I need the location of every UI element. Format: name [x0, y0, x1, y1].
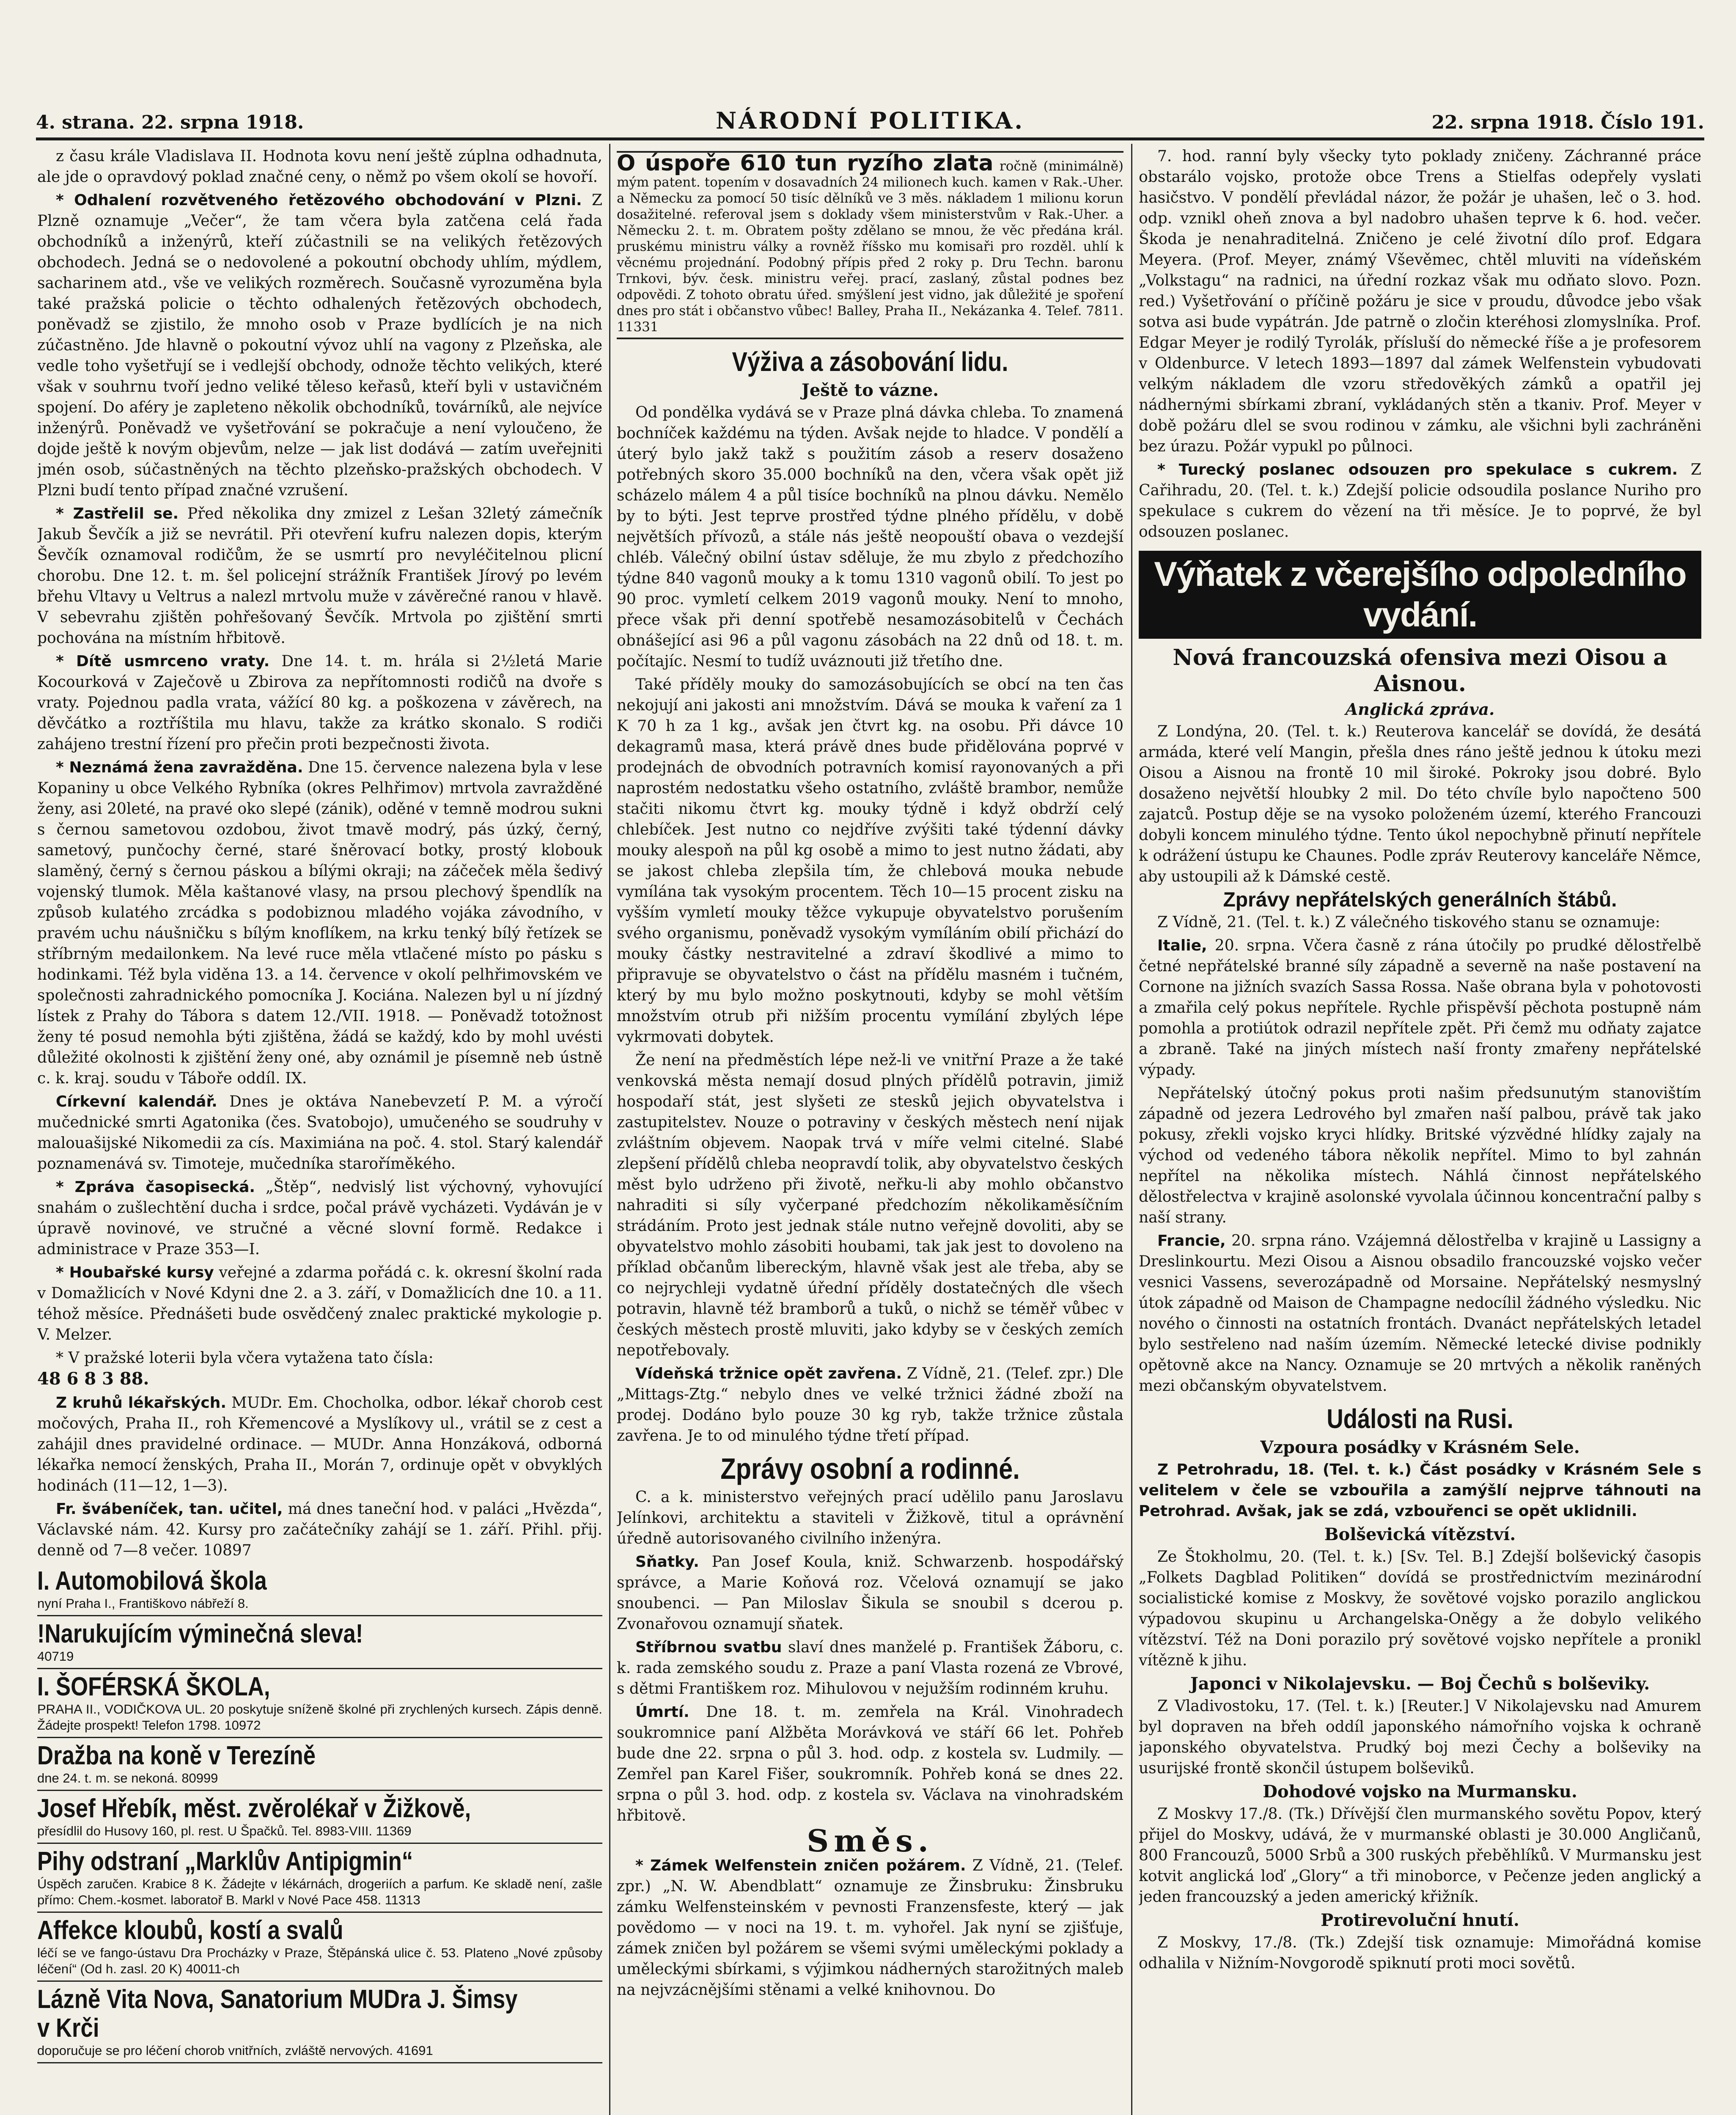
article-heading: Francie,	[1157, 1232, 1226, 1250]
nutrition-article	[617, 402, 1123, 1361]
ad-text: PRAHA II., VODIČKOVA UL. 20 poskytuje sníženě školné při zrychlených kursech. Zápis denně. Žádejte prospekt! Telefon 1798. 10972	[37, 1702, 602, 1733]
general-staff-lead: Z Vídně, 21. (Tel. t. k.) Z válečného tiskového stanu se oznamuje:	[1157, 914, 1660, 931]
article-paragraph	[37, 757, 602, 1089]
ad-text: léčí se ve fango-ústavu Dra Procházky v Praze, Štěpánská ulice č. 53. Plateno „Nové způsoby léčení“ (Od h. zasl. 20 K) 40011-ch	[37, 1945, 602, 1976]
article-paragraph	[37, 1091, 602, 1174]
ad-title: !Narukujícím výminečná sleva!	[37, 1619, 363, 1648]
section-title-personal: Zprávy osobní a rodinné.	[720, 1452, 1020, 1485]
classified-ad	[37, 1669, 602, 1738]
gold-saving-notice: O úspoře 610 tun ryzího zlata ročně (minimálně) mým patent. topením v dosavadních 24 milionech kuch. kamen v Rak.-Uher. a Německu za pomocí 50 tisíc dělníků ve 3 měs. nákladem 1 milionu korun dosažitelné. referoval jsem s doklady všem ministerstvům v Rak.-Uher. a Německu 2. t. m. Obratem pošty zdělano se mnou, že věc předána král. pruskému ministru války a rovněž říšsko mu komisaři pro rozděl. uhlí k věcnému projednání. Podobný přípis před 2 roky p. Dru Techn. baronu Trnkovi, býv. česk. ministru veřej. prací, zaslaný, zůstal podnes bez odpovědi. Z tohoto obratu úřed. smýšlení jest vidno, jak důležité je spoření dnes pro stát i občanstvo vůbec! Balley, Praha II., Nekázanka 4. Telef. 7811. 11331	[617, 151, 1123, 339]
article-paragraph	[37, 190, 602, 501]
classified-ad	[37, 1616, 602, 1669]
article-heading: Z kruhů lékařských.	[56, 1394, 227, 1412]
column-2	[617, 146, 1123, 2115]
russia-text-2: Ze Štokholmu, 20. (Tel. t. k.) [Sv. Tel. B.] Zdejší bolševický časopis „Folkets Dagblad Politiken“ dovídá se prostřednictvím mezinárodní socialistické komise z Moskvy, že sovětové vojsko porazilo anglickou výpadovou skupinu u Archangelska-Oněgy a že dobylo velikého vítězství. Též na Doni porazilo prý sovětové vojsko nepřítele a pronikl vítězně k jihu.	[1139, 1548, 1701, 1669]
russia-sub-2: Bolševická vítězství.	[1324, 1524, 1516, 1544]
ad-text: dne 24. t. m. se nekoná. 80999	[37, 1771, 218, 1785]
article-paragraph	[37, 146, 602, 187]
article-text: veřejné a zdarma pořádá c. k. okresní školní rada v Domažlicích v Nové Kdyni dne 2. a 3. září, v Domažlicích dne 10. a 11. téhož měsíce. Přednášeti bude osvědčený znalec praktické mykologie p. V. Melzer.	[37, 1264, 602, 1343]
article-paragraph	[37, 1177, 602, 1260]
article-text: Dne 15. července nalezena byla v lese Kopaniny u obce Velkého Rybníka (okres Pelhřimov) mrtvola zavražděné ženy, asi 20leté, na pravé oko slepé (zánik), oděné v temně modrou sukni s černou sametovou ozdobou, život tmavě modrý, pás úzký, černý, sametový, punčochy černé, staré šněrovací botky, prostý klobouk slaměný, černý s černou páskou a bílými okraji; na záčeček měla šedivý vojenský tlumok. Měla kaštanové vlasy, na prsou plechový špendlík na způsob kulatého zrcádka s podobiznou mladého vojáka závodního, v pravém uchu náušničku s bílým knoflíkem, na krku tenký bílý řetízek se stříbrným medailonkem. Na levé ruce měla vtlačené místo po pásku s hodinkami. Též byla viděna 13. a 14. července v okolí pelhřimovském ve společnosti zahradnického pomocníka J. Kociána. Nalezen byl u ní jízdný lístek z Prahy do Tábora s datem 12./VII. 1918. — Poněvadž totožnost ženy té posud nemohla býti zjištěna, žádá se každý, kdo by mohl uvésti důležité okolnosti k zjištění ženy oné, aby oznámil je písemně neb ústně c. k. kraj. soudu v Táboře oddíl. IX.	[37, 759, 602, 1087]
personal-news	[617, 1487, 1123, 1826]
article-paragraph: Od pondělka vydává se v Praze plná dávka chleba. To znamená bochníček každému na týden. Avšak nejde to hladce. V pondělí a úterý bylo jakž takž s použitím zásob a reserv dosaženo potřebných skoro 35.000 bochníků na den, včera však opět již scházelo málem 4 a půl tisíce bochníků na plnou dávku. Nemělo by to býti. Jest teprve prostřed týdne plného přídělu, v době největších přívozů, a stále nás ještě neopouští obava o vezdejší chléb. Válečný obilní ústav sděluje, že mu zbylo z předchozího týdne 840 vagonů mouky a k tomu 1310 vagonů obilí. To jest po 90 proc. vymletí celkem 2019 vagonů mouky. Není to mnoho, přece však při denní spotřebě nesamozásobitelů v Čechách obnášející asi 96 a půl vagonu zásobách na 22 dnů od 18. t. m. počítajíc. Nesmí to tudíž uváznouti již třetího dne.	[617, 404, 1123, 670]
column-1-articles	[37, 146, 602, 1345]
classified-ad	[37, 1913, 602, 1982]
article-heading: Italie,	[1157, 937, 1207, 954]
classified-ad	[37, 1982, 602, 2063]
article-text: z času krále Vladislava II. Hodnota kovu není ještě zúplna odhadnuta, ale jde o opravdový poklad značné ceny, o němž po všem okolí se hovoří.	[37, 148, 602, 186]
lottery-paragraph: * V pražské loterii byla včera vytažena tato čísla: 48 6 8 3 88.	[37, 1349, 434, 1389]
article-text: 20. srpna. Včera časně z rána útočily po prudké dělostřelbě četné nepřátelské branné síly západně a severně na naše postavení na Cornone na jižních svazích Sassa Rossa. Naše obrana byla v pohotovosti a zmařila celý pokus nepřítele. Rychle přispěvší pěchota postupně nám pomohla a protiútok odrazil nepřítele zpět. Při čemž mu odňaty zajatce a zbraně. Také na jiných místech naší fronty zmařeny nepřátelské výpady.	[1139, 937, 1701, 1079]
article-text: Pan Josef Koula, kniž. Schwarzenb. hospodářský správce, a Marie Koňová roz. Včelová oznamují se jako snoubenci. — Pan Miloslav Šikula se snoubil s dcerou p. Zvonařovou oznamují sňatek.	[617, 1553, 1123, 1633]
article-paragraph: Že není na předměstích lépe než-li ve vnitřní Praze a že také venkovská města nemají dosud plných přídělů potravin, jimiž hospodaří stát, jest slyšeti ze stesků jejich obyvatelstva i zastupitelstev. Nouze o potraviny v českých městech není nijak zvláštním objevem. Naopak trvá v míře velmi citelné. Slabé zlepšení přídělů chleba neopravdí tolik, aby obyvatelstvo českých měst bylo udrženo při životě, neřku-li aby mohlo občanstvo nahraditi si síly vyčerpané předchozím několikaměsíčním strádáním. Proto jest jednak stále nutno veřejně dovoliti, aby se obyvatelstvo mohlo zásobiti houbami, tak jak jest to dovoleno na příklad občanům libereckým, hlavně však jest ale třeba, aby se co nejrychleji vydatně úřední příděly dostatečných dle všech potravin, hlavně též bramborů a tuků, o nichž se téměř vůbec v českých městech prostě mluviti, jako kdyby se v českých zemích nepotřebovaly.	[617, 1052, 1123, 1359]
lottery-numbers: 48 6 8 3 88.	[37, 1369, 149, 1389]
article-heading: * Neznámá žena zavražděna.	[56, 759, 303, 776]
column-rule	[1131, 144, 1132, 2115]
classified-ad	[37, 1791, 602, 1844]
russia-section-title: Události na Rusi.	[1327, 1404, 1514, 1434]
article-text: slaví dnes manželé p. František Žáboru, c. k. rada zemského soudu z. Praze a paní Vlasta rozená ze Vbrové, s dětmi Františkem roz. Mihulovou v nejužším rodinném kruhu.	[617, 1639, 1123, 1697]
article-paragraph	[1139, 1231, 1701, 1396]
article-text: 20. srpna ráno. Vzájemná dělostřelba v krajině u Lassigny a Dreslinkourtu. Mezi Oisou a Aisnou obsadilo francouzské vojsko večer vesnici Vassens, severozápadně od Morsaine. Nepřátelský nesmyslný útok západně od Maison de Champagne nedocílil žádného výsledku. Nic nového o činnosti na ostatních frontách. Dvanáct nepřátelských letadel bylo sestřeleno nad naším územím. Německé letecké divise podnikly opětovně akce na Nancy. Oznamuje se 20 mrtvých a několik raněných mezi občanským obyvatelstvem.	[1139, 1232, 1701, 1395]
french-offensive-title: Nová francouzská ofensiva mezi Oisou a Aisnou.	[1173, 645, 1667, 697]
general-staff-title: Zprávy nepřátelských generálních štábů.	[1223, 889, 1617, 911]
classified-ad	[37, 1844, 602, 1913]
russia-sub-5: Protirevoluční hnutí.	[1321, 1910, 1519, 1930]
article-heading: Úmrtí.	[635, 1703, 689, 1721]
article-text: Dne 18. t. m. zemřela na Král. Vinohradech soukromnice paní Alžběta Morávková ve stáří 66 let. Pohřeb bude dne 22. srpna o půl 3. hod. odp. z kostela sv. Ludmily. — Zemřel pan Karel Fišer, soukromník. Pohřeb koná se dnes 22. srpna o půl 3. hod. odp. z kostela sv. Václava na vinohradském hřbitově.	[617, 1703, 1123, 1824]
column-3-articles	[1139, 146, 1701, 542]
afternoon-edition-banner: Výňatek z včerejšího odpoledního vydání.	[1139, 551, 1701, 639]
ad-title: Dražba na koně v Terezíně	[37, 1741, 316, 1770]
article-paragraph: Také příděly mouky do samozásobujících se obcí na ten čas nekojují ani jakosti ani množstvím. Dává se mouka k vaření za 1 K 70 h za 1 kg., avšak jen čtvrt kg. na osobu. Při dávce 10 dekagramů masa, která právě dnes bude přidělována poprvé v prodejnách de obvodních potravních komisí rayonovaných a při naprostém nedostatku všeho ostatního, zvláště brambor, nemůže stačiti nikomu čtvrt kg. mouky týdně i když obdrží celý chlebíček. Jest nutno co nejdříve zvýšiti také týdenní dávky mouky alespoň na půl kg osobě a mimo to jest nutno žádati, aby se jakost chleba zlepšila tím, že chlebová mouka nebude vymílána tak vysokým procentem. Těch 10—15 procent zisku na vyšším vymletí mouky těžce vykupuje obyvatelstvo porušením svého organismu, poněvadž vysokým vymíláním obilí přichází do mouky částky nestravitelné a zdraví škodlivé a mimo to připravuje se obyvatelstvo o část na přídělu masném i tučném, který by mu bylo možno poskytnouti, kdyby se mohl větším množstvím otrub při nižším procentu vymílání zbylých lépe vykrmovati dobytek.	[617, 676, 1123, 1046]
russia-sub-4: Dohodové vojsko na Murmansku.	[1263, 1782, 1577, 1802]
article-text: Dne 14. t. m. hrála si 2½letá Marie Kocourková v Zaječově u Zbirova za nepřítomnosti rodičů na dvoře s vraty. Pojednou padla vrata, vážící 80 kg. a poškozena v závěrech, na děvčátko a roztříštila mu hlavu, takže za krátko skonalo. S rodiči zahájeno trestní řízení pro přečin proti bezpečnosti života.	[37, 653, 602, 753]
ad-title: I. ŠOFÉRSKÁ ŠKOLA,	[37, 1672, 270, 1701]
ad-title: Affekce kloubů, kostí a svalů	[37, 1916, 343, 1945]
classified-ad	[37, 1563, 602, 1616]
ad-text: doporučuje se pro léčení chorob vnitřních, zvláště nervových. 41691	[37, 2043, 433, 2058]
article-heading: * Houbařské kursy	[56, 1264, 214, 1281]
article-heading: Sňatky.	[635, 1553, 699, 1571]
masthead: NÁRODNÍ POLITIKA.	[715, 107, 1025, 134]
article-paragraph	[1139, 146, 1701, 457]
advertisements	[37, 1563, 602, 2063]
article-text: Z Cařihradu, 20. (Tel. t. k.) Zdejší policie odsoudila poslance Nuriho pro spekulace s cukrem do vězení na tři měsíce. Je to poprvé, že byl odsouzen poslanec.	[1139, 461, 1701, 541]
column-3	[1139, 146, 1701, 2115]
russia-sub-1: Vzpoura posádky v Krásném Sele.	[1260, 1437, 1580, 1457]
ad-text: přesídlil do Husovy 160, pl. rest. U Špačků. Tel. 8983-VIII. 11369	[37, 1824, 412, 1838]
article-text: C. a k. ministerstvo veřejných prací udělilo panu Jaroslavu Jelínkovi, architektu a staviteli v Žižkově, titul a oprávnění úředně autorisovaného civilního inženýra.	[617, 1489, 1123, 1547]
article-heading: * Turecký poslanec odsouzen pro spekulace s cukrem.	[1157, 461, 1678, 478]
column-rule	[609, 144, 610, 2115]
article-paragraph	[37, 1262, 602, 1345]
english-report-label: Anglická zpráva.	[1345, 700, 1495, 719]
russia-text-1: Z Petrohradu, 18. (Tel. t. k.) Část posádky v Krásném Sele s velitelem v čele se vzbouřila a zamýšlí nejprve táhnouti na Petrohrad. Avšak, jak se zdá, vzbouřenci se opět uklidnili.	[1139, 1461, 1701, 1520]
article-heading: * Zpráva časopisecká.	[56, 1178, 255, 1196]
article-heading: Církevní kalendář.	[56, 1093, 217, 1110]
ad-title: Lázně Vita Nova, Sanatorium MUDra J. Šimsy v Krči	[37, 1985, 518, 2043]
russia-text-4: Z Moskvy 17./8. (Tk.) Dřívější člen murmanského sovětu Popov, který přijel do Moskvy, udává, že v murmanské oblasti je 30.000 Angličanů, 800 Francouzů, 5000 Srbů a 300 ruských přeběhlíků. V Murmansku jest kotvit anglická loď „Glory“ a tři minoborce, v Pečenze jeden anglický a jeden francouzský a jeden americký křižník.	[1139, 1805, 1701, 1906]
article-paragraph	[617, 1702, 1123, 1826]
general-staff-reports	[1139, 935, 1701, 1396]
ad-text: 40719	[37, 1649, 74, 1664]
header-right: 22. srpna 1918. Číslo 191.	[1431, 112, 1704, 133]
page-header	[36, 108, 1704, 140]
article-text: Nepřátelský útočný pokus proti našim předsunutým stanovištím západně od jezera Ledrového byl zmařen naší palbou, právě tak jako pokusy, zřekli vojsko kryci hlídky. Britské výzvědné hlídky zajaly na východ od vedeného tábora několik nepřítel. Mimo to byl zahnán nepřítel na několika místech. Náhlá činnost nepřátelského dělostřelectva v krajině asolonské vyvolala účinnou koncentrační palby s naší strany.	[1139, 1085, 1701, 1226]
ad-title: Josef Hřebík, měst. zvěrolékař v Žižkově,	[37, 1794, 471, 1823]
article-text: „Štěp“, nedvislý list výchovný, vyhovující snahám o zušlechtění ducha i srdce, počal právě vycházeti. Vydáván je v úpravě novinové, ve stručné a věcné slovní formě. Redakce i administrace v Praze 353—I.	[37, 1178, 602, 1258]
article-paragraph	[37, 503, 602, 648]
column-1	[37, 146, 602, 2115]
russia-text-3: Z Vladivostoku, 17. (Tel. t. k.) [Reuter.] V Nikolajevsku nad Amurem byl dopraven na břeh oddíl japonského námořního vojska k ochraně japonského obyvatelstva. Prudký boj mezi Čechy a bolševiky na usurijské frontě skončil ústupem bolševiků.	[1139, 1697, 1701, 1777]
section-title-nutrition: Výživa a zásobování lidu.	[732, 346, 1008, 377]
russia-sub-3: Japonci v Nikolajevsku. — Boj Čechů s bolševiky.	[1190, 1674, 1650, 1694]
article-text: Před několika dny zmizel z Lešan 32letý zámečník Jakub Ševčík a již se nevrátil. Při otevření kufru nalezen dopis, kterým Ševčík oznamoval rodičům, že se usmrtí pro nevyléčitelnou plicní chorobu. Dne 12. t. m. šel policejní strážník František Jírový po levém břehu Vltavy u Veltrus a nalezl mrtvolu muže v závěrečné ranou v hlavě. V sebevrahu zjištěn pohřešovaný Ševčík. Mrtvola po zjištění smrti pochována na místním hřbitově.	[37, 505, 602, 647]
article-paragraph	[37, 1393, 602, 1496]
classified-ad	[37, 1738, 602, 1791]
vienna-market-note: Vídeňská tržnice opět zavřena. Z Vídně, 21. (Telef. zpr.) Dle „Mittags-Ztg.“ nebylo dnes ve velké tržnici žádné zboží na prodej. Dodáno bylo pouze 30 kg ryb, takže tržnice zůstala zavřena. Je to od minulého týdne třetí případ.	[617, 1365, 1123, 1445]
subheading-nutrition: Ještě to vázne.	[801, 380, 939, 400]
article-text: má dnes taneční hod. v paláci „Hvězda“, Václavské nám. 42. Kursy pro začátečníky zahájí se 1. září. Přihl. přij. denně od 7—8 večer. 10897	[37, 1500, 602, 1559]
article-text: Z Plzně oznamuje „Večer“, že tam včera byla zatčena celá řada obchodníků a inženýrů, kteří zúčastnili se na velikých řetězových obchodech. Jedná se o nedovolené a pokoutní obchody uhlím, mýdlem, sacharinem atd., vše ve velikých rozměrech. Současně vyrozuměna byla také pražská policie o těchto odhalených řetězových obchodech, poněvadž se zjistilo, že mnoho osob v Praze bydlících je na nich zúčastněno. Jde hlavně o pokoutní vývoz uhlí na vagony z Plzeňska, ale vedle toho vyšetřují se i vedlejší obchody, odnože těchto velikých, které však v souhrnu tvoří jedno veliké těleso keřasů, kteří byli v ustavičném spojení. Do aféry je zapleteno několik obchodníků, továrníků, ale nejvíce inženýrů. Poněvadž ve vyšetřování se pokračuje a není vyloučeno, že dojde ještě k novým objevům, nelze — jak list dodává — zatím uveřejniti jmén osob, súčastněných na těchto plzeňsko-pražských obchodech. V Plzni budí tento případ značné vzrušení.	[37, 192, 602, 499]
article-paragraph	[1139, 459, 1701, 542]
column-1-notices	[37, 1393, 602, 1561]
russia-text-5: Z Moskvy, 17./8. (Tk.) Zdejší tisk oznamuje: Mimořádná komise odhalila v Nižním-Novgorodě spiknutí proti moci sovětů.	[1139, 1934, 1701, 1972]
article-heading: Stříbrnou svatbu	[635, 1639, 782, 1656]
article-heading: * Odhalení rozvětveného řetězového obchodování v Plzni.	[56, 192, 582, 209]
article-heading: * Dítě usmrceno vraty.	[56, 653, 270, 670]
article-paragraph	[617, 1487, 1123, 1549]
ad-title: Pihy odstraní „Marklův Antipigmin“	[37, 1847, 413, 1876]
article-paragraph	[1139, 935, 1701, 1080]
ad-text: nyní Praha I., Františkovo nábřeží 8.	[37, 1596, 249, 1611]
castle-fire-article: * Zámek Welfenstein zničen požárem. Z Vídně, 21. (Telef. zpr.) „N. W. Abendblatt“ oznamuje ze Žinsbruku: Žinsbruku zámku Welfensteinském v pevnosti Franzensfeste, který — jak povědomo — v noci na 19. t. m. vyhořel. Jak nyní se zjišťuje, zámek zničen byl požárem se všemi svými uměleckými poklady a uměleckými sbírkami, s výjimkou nádherných starožitných maleb na nejvzácnějšími stěnami a velké knihovnou. Do	[617, 1857, 1123, 1999]
article-text: Dnes je oktáva Nanebevzetí P. M. a výročí mučednické smrti Agatonika (čes. Svatobojo), umučeného se soudruhy v malouašijské Nikomedii za cís. Maximiána na poč. 4. stol. Starý kalendář poznamenává sv. Timoteje, mučedníka staroříměkého.	[37, 1093, 602, 1173]
article-heading: Fr. švábeníček, tan. učitel,	[56, 1500, 283, 1518]
article-text: MUDr. Em. Chocholka, odbor. lékař chorob cest močových, Praha II., roh Křemencové a Myslíkovy ul., vrátil se z cest a zahájil dnes pravidelné ordinace. — MUDr. Anna Honzáková, odborná lékařka nemocí ženských, Praha II., Morán 7, ordinuje opět v obvyklých hodinách (11—12, 1—3).	[37, 1394, 602, 1494]
article-paragraph	[617, 1552, 1123, 1634]
ad-text: Úspěch zaručen. Krabice 8 K. Žádejte v lékárnách, drogeriích a parfum. Ke skladě není, zašle přímo: Chem.-kosmet. laboratoř B. Markl v Nové Pace 458. 11313	[37, 1876, 602, 1907]
article-heading: * Zastřelil se.	[56, 505, 179, 522]
article-paragraph	[37, 651, 602, 755]
article-paragraph	[37, 1499, 602, 1561]
article-paragraph	[1139, 1083, 1701, 1228]
ad-title: I. Automobilová škola	[37, 1566, 267, 1596]
french-offensive-text: Z Londýna, 20. (Tel. t. k.) Reuterova kancelář se dovídá, že desátá armáda, které velí Mangin, přešla dnes ráno ještě jednou k útoku mezi Oisou a Aisnou na frontě 10 mil široké. Pokroky jsou dobré. Bylo dosaženo největší hloubky 2 mil. Do této chvíle bylo napočteno 500 zajatců. Postup děje se na vysoko položeném území, kterého Francouzi dobyli koncem minulého týdne. Tento úkol nepochybně přinutí nepřítele k odrážení ústupu ke Chaunes. Podle zpráv Reuterovy kanceláře Němce, aby ustoupili až k Dámské cestě.	[1139, 723, 1701, 885]
article-text: 7. hod. ranní byly všecky tyto poklady zničeny. Záchranné práce obstarálo vojsko, protože obce Trens a Stielfas odepřely vyslati hasičstvo. V pondělí převládal názor, že požár je uhašen, leč o 3. hod. odp. vznikl oheň znova a byl nadobro uhašen teprve k 6. hod. večer. Škoda je nenahraditelná. Zničeno je celé životní dílo prof. Edgara Meyera. (Prof. Meyer, známý Vševěmec, chtěl mluviti na vídeňském „Volkstagu“ na radnici, na úřední rozkaz však mu odňato slovo. Pozn. red.) Vyšetřování o příčině požáru je sice v proudu, důvodce jebo však sotva asi bude vypátrán. Jde patrně o zločin kteréhosi zlomyslníka. Prof. Edgar Meyer je rodilý Tyrolák, přísluší do německé říše a je profesorem v Oldenburce. V letech 1893—1897 dal zámek Welfenstein vybudovati velkým nákladem dle vzoru středověkých zámků a opatřil jej nádhernými sbírkami zbraní, vykládaných stěn a tkaniv. Prof. Meyer v době požáru dlel se svou rodinou v zámku, ale všichni byli zachráněni bez úrazu. Požár vypukl po půlnoci.	[1139, 148, 1701, 455]
article-paragraph	[617, 1637, 1123, 1699]
section-title-misc: Směs.	[807, 1823, 934, 1859]
header-left: 4. strana. 22. srpna 1918.	[36, 112, 304, 133]
